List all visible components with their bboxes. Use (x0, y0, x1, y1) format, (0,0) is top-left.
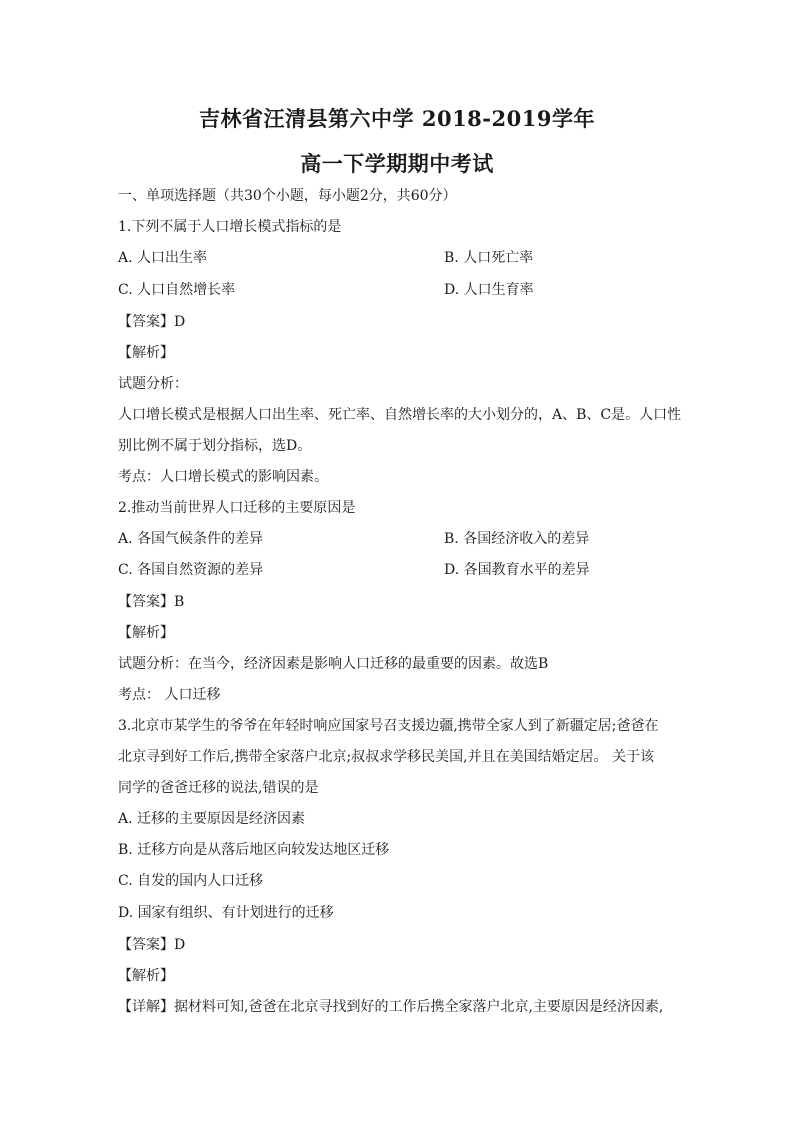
analysis-line: 考点： 人口迁移 (118, 687, 221, 703)
detail-line (118, 997, 663, 1017)
detail-label: 【详解】 (118, 999, 174, 1015)
answer-label: 【答案】B (118, 594, 185, 610)
option-c: C. 人口自然增长率 (118, 282, 236, 298)
analysis-label: 【解析】 (118, 625, 174, 641)
option-a: A. 各国气候条件的差异 (118, 531, 264, 547)
section-heading: 一、单项选择题（共30个小题，每小题2分，共60分） (118, 188, 457, 204)
detail-text: 据材料可知,爸爸在北京寻找到好的工作后携全家落户北京,主要原因是经济因素, (174, 999, 664, 1015)
option-c: C. 自发的国内人口迁移 (118, 873, 264, 889)
answer-label: 【答案】D (118, 937, 186, 953)
answer-label: 【答案】D (118, 314, 186, 330)
analysis-label: 【解析】 (118, 968, 174, 984)
option-a: A. 人口出生率 (118, 250, 208, 266)
question-stem: 2.推动当前世界人口迁移的主要原因是 (118, 500, 356, 516)
analysis-line: 别比例不属于划分指标，选D。 (118, 438, 312, 454)
option-d: D. 各国教育水平的差异 (444, 562, 590, 578)
option-b: B. 迁移方向是从落后地区向较发达地区迁移 (118, 842, 390, 858)
question-stem: 3.北京市某学生的爷爷在年轻时响应国家号召支援边疆,携带全家人到了新疆定居;爸爸在 (118, 718, 659, 734)
option-d: D. 国家有组织、有计划进行的迁移 (118, 905, 334, 921)
document-title: 吉林省汪清县第六中学 2018-2019学年 (199, 106, 595, 131)
option-d: D. 人口生育率 (444, 282, 534, 298)
option-b: B. 各国经济收入的差异 (444, 531, 590, 547)
option-c: C. 各国自然资源的差异 (118, 562, 264, 578)
question-stem: 1.下列不属于人口增长模式指标的是 (118, 219, 342, 235)
option-b: B. 人口死亡率 (444, 250, 534, 266)
analysis-line: 试题分析： (118, 376, 188, 392)
analysis-label: 【解析】 (118, 345, 174, 361)
question-stem: 同学的爸爸迁移的说法,错误的是 (118, 780, 319, 796)
document-subtitle: 高一下学期期中考试 (300, 151, 494, 176)
analysis-line: 试题分析：在当今，经济因素是影响人口迁移的最重要的因素。故选B (118, 656, 549, 672)
analysis-line: 人口增长模式是根据人口出生率、死亡率、自然增长率的大小划分的，A、B、C是。人口性 (118, 407, 682, 423)
option-a: A. 迁移的主要原因是经济因素 (118, 811, 306, 827)
question-stem: 北京寻到好工作后,携带全家落户北京;叔叔求学移民美国,并且在美国结婚定居。 关于该 (118, 749, 655, 765)
analysis-line: 考点：人口增长模式的影响因素。 (118, 469, 328, 485)
